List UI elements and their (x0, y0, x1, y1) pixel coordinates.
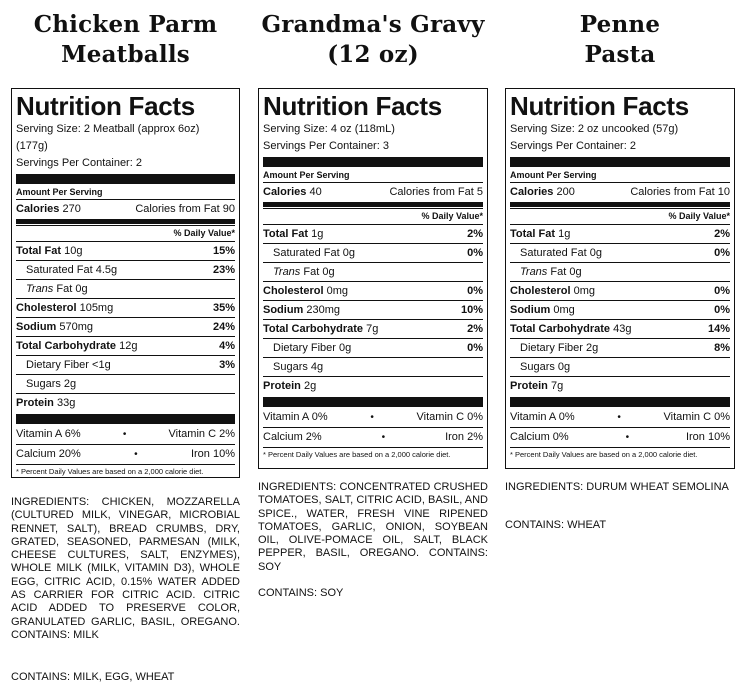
nutrient-daily-value: 23% (212, 264, 235, 276)
serving-size-continued: (177g) (16, 140, 48, 152)
allergen-contains: CONTAINS: SOY (258, 587, 344, 599)
calories-label: Calories (263, 186, 307, 198)
calories (263, 183, 322, 201)
nutrient-daily-value: 8% (714, 342, 730, 354)
nutrient-amount: 230mg (306, 304, 341, 316)
iron: Iron 2% (445, 431, 483, 443)
nutrient-row (510, 300, 730, 319)
nutrient-daily-value: 0% (467, 342, 483, 354)
nutrient-amount: 0mg (573, 285, 595, 297)
nutrient-label: Dietary Fiber (26, 359, 89, 371)
nutrient-label: Protein (16, 397, 54, 409)
vitamin-a: Vitamin A 0% (263, 411, 328, 423)
nutrient-row (510, 262, 730, 281)
nutrient-label: Total Carbohydrate (16, 340, 117, 352)
nutrient-name (273, 358, 323, 376)
serving-size-value: 2 Meatball (approx 6oz) (83, 123, 200, 135)
nutrient-name (263, 377, 316, 395)
thick-divider (510, 157, 730, 167)
product-title-line: (12 oz) (327, 41, 419, 68)
nutrient-daily-value: 10% (460, 304, 483, 316)
nutrient-name (26, 356, 111, 374)
nutrient-amount: 7g (550, 380, 564, 392)
nutrient-daily-value: 2% (467, 228, 483, 240)
nutrient-name (520, 358, 570, 376)
nutrient-label: Total Fat (16, 245, 62, 257)
nutrient-amount: Fat 0g (303, 266, 335, 278)
nutrient-row (510, 338, 730, 357)
nutrient-label: Total Fat (263, 228, 309, 240)
nutrient-name (26, 375, 76, 393)
servings-value: 3 (382, 140, 389, 152)
nutrient-name (16, 242, 82, 260)
product-title-line: Chicken Parm (33, 11, 218, 38)
nutrition-facts-heading: Nutrition Facts (263, 91, 442, 121)
calories-label: Calories (16, 203, 60, 215)
iron: Iron 10% (190, 448, 235, 460)
vitamin-row (263, 408, 483, 427)
nutrient-amount: Fat 0g (56, 283, 88, 295)
nutrient-amount: 0g (557, 361, 571, 373)
serving-size-label: Serving Size: (263, 123, 328, 135)
serving-size-value: 4 oz (118mL) (330, 123, 395, 135)
calories-fat-value: 5 (476, 186, 483, 198)
daily-value-header: % Daily Value* (263, 208, 483, 224)
nutrient-row (510, 243, 730, 262)
calories (510, 183, 575, 201)
calories-fat-label: Calories from Fat (389, 186, 474, 198)
nutrient-name (510, 282, 595, 300)
nutrient-label: Sodium (263, 304, 304, 316)
vitamin-a: Vitamin A 0% (510, 411, 575, 423)
nutrient-row (263, 376, 483, 395)
product-title-line: Meatballs (61, 41, 190, 68)
calories-value: 40 (309, 186, 322, 198)
calcium: Calcium 2% (263, 431, 322, 443)
calories-row (510, 182, 730, 201)
calories-from-fat (630, 183, 730, 201)
nutrient-row (16, 260, 235, 279)
nutrient-amount: 105mg (79, 302, 114, 314)
nutrient-amount: 1g (558, 228, 571, 240)
nutrient-label: Trans (26, 283, 54, 295)
calories-from-fat (135, 200, 235, 218)
nutrient-label: Total Carbohydrate (510, 323, 611, 335)
nutrient-name (510, 301, 575, 319)
nutrient-name (16, 394, 75, 412)
nutrient-row (16, 298, 235, 317)
nutrition-facts-label (11, 88, 240, 478)
nutrient-name (26, 261, 117, 279)
ingredients-text: INGREDIENTS: CHICKEN, MOZZARELLA (CULTURED MILK, VINEGAR, MICROBIAL RENNET, SALT), BREAD CRUMBS, DRY, GRATED, SEASONED, PARMESAN (MILK, CHEESE CULTURES, SALT, ENZYMES), WHOLE MILK (MILK, VITAMIN D3), WHOLE EGG, CITRIC ACID, 0.15% WATER ADDED AS CARRIER FOR CITRIC ACID. CITRIC ACID ADDED TO PRESERVE COLOR, GRANULATED GARLIC, BASIL, OREGANO. CONTAINS: MILK (11, 496, 240, 641)
nutrient-label: Saturated Fat (273, 247, 340, 259)
servings-per-container (16, 155, 235, 172)
nutrient-label: Cholesterol (510, 285, 571, 297)
thick-divider (16, 414, 235, 424)
bullet: • (370, 412, 374, 423)
mineral-row (510, 427, 730, 447)
nutrient-daily-value: 2% (467, 323, 483, 335)
nutrient-daily-value: 3% (219, 359, 235, 371)
product-title-line: Penne (579, 11, 661, 38)
nutrient-name (16, 318, 93, 336)
nutrient-name (510, 377, 563, 395)
nutrient-name (263, 225, 323, 243)
nutrient-amount: 2g (586, 342, 599, 354)
nutrition-facts-label (505, 88, 735, 469)
calories-label: Calories (510, 186, 554, 198)
nutrient-label: Sugars (273, 361, 308, 373)
nutrient-amount: 570mg (59, 321, 94, 333)
servings-value: 2 (135, 157, 142, 169)
nutrient-label: Saturated Fat (26, 264, 93, 276)
vitamin-row (510, 408, 730, 427)
servings-label: Servings Per Container: (16, 157, 133, 169)
nutrition-facts-heading: Nutrition Facts (510, 91, 689, 121)
nutrient-amount: 7g (366, 323, 379, 335)
calcium: Calcium 0% (510, 431, 569, 443)
nutrient-amount: 10g (64, 245, 83, 257)
calories-row (263, 182, 483, 201)
nutrient-row (263, 319, 483, 338)
calories-fat-label: Calories from Fat (135, 203, 220, 215)
nutrient-amount: 2g (63, 378, 77, 390)
amount-per-serving: Amount Per Serving (263, 170, 350, 180)
nutrient-amount: 4.5g (95, 264, 118, 276)
nutrient-name (263, 301, 340, 319)
servings-per-container (510, 138, 730, 155)
nutrient-name (520, 263, 582, 281)
mineral-row (16, 444, 235, 464)
footnote: * Percent Daily Values are based on a 2,000 calorie diet. (263, 447, 483, 462)
nutrient-name (273, 263, 335, 281)
daily-value-header: % Daily Value* (510, 208, 730, 224)
nutrient-row (263, 224, 483, 243)
mineral-row (263, 427, 483, 447)
amount-per-serving: Amount Per Serving (16, 187, 103, 197)
servings-label: Servings Per Container: (263, 140, 380, 152)
nutrient-label: Sugars (26, 378, 61, 390)
nutrient-row (510, 319, 730, 338)
nutrient-amount: 0g (339, 342, 352, 354)
nutrient-label: Dietary Fiber (520, 342, 583, 354)
nutrient-name (273, 339, 351, 357)
nutrient-name (263, 320, 378, 338)
bullet: • (122, 429, 127, 440)
nutrient-name (26, 280, 88, 298)
product-title (11, 0, 240, 78)
bullet: • (625, 432, 630, 443)
nutrient-daily-value: 0% (714, 285, 730, 297)
medium-divider (263, 202, 483, 207)
thick-divider (263, 157, 483, 167)
nutrient-label: Sugars (520, 361, 555, 373)
nutrient-name (520, 339, 598, 357)
thick-divider (263, 397, 483, 407)
daily-value-header: % Daily Value* (16, 225, 235, 241)
vitamin-c: Vitamin C 0% (663, 411, 730, 423)
nutrient-row (263, 357, 483, 376)
nutrient-daily-value: 35% (212, 302, 235, 314)
nutrient-daily-value: 0% (714, 247, 730, 259)
nutrient-name (263, 282, 348, 300)
nutrient-label: Cholesterol (16, 302, 77, 314)
nutrient-row (510, 376, 730, 395)
amount-per-serving: Amount Per Serving (510, 170, 597, 180)
nutrient-row (16, 355, 235, 374)
nutrition-facts-heading: Nutrition Facts (16, 91, 195, 121)
nutrient-row (510, 281, 730, 300)
nutrient-name (273, 244, 355, 262)
nutrient-label: Sodium (510, 304, 551, 316)
vitamin-a: Vitamin A 6% (16, 428, 81, 440)
nutrient-name (16, 299, 113, 317)
nutrient-row (263, 262, 483, 281)
nutrient-amount: <1g (92, 359, 111, 371)
medium-divider (16, 219, 235, 224)
nutrient-row (510, 224, 730, 243)
nutrient-row (16, 317, 235, 336)
calories-fat-label: Calories from Fat (630, 186, 715, 198)
nutrient-amount: 12g (119, 340, 138, 352)
iron: Iron 10% (685, 431, 730, 443)
nutrient-row (510, 357, 730, 376)
serving-size (16, 121, 235, 138)
thick-divider (16, 174, 235, 184)
nutrient-amount: 2g (303, 380, 317, 392)
nutrient-amount: 0mg (553, 304, 575, 316)
footnote: * Percent Daily Values are based on a 2,000 calorie diet. (510, 447, 730, 462)
servings-value: 2 (629, 140, 636, 152)
nutrient-name (16, 337, 137, 355)
servings-per-container (263, 138, 483, 155)
nutrient-label: Cholesterol (263, 285, 324, 297)
serving-size-label: Serving Size: (510, 123, 575, 135)
nutrient-daily-value: 14% (707, 323, 730, 335)
nutrient-row (16, 336, 235, 355)
allergen-contains: CONTAINS: MILK, EGG, WHEAT (11, 671, 175, 683)
bullet: • (617, 412, 621, 423)
nutrient-daily-value: 0% (714, 304, 730, 316)
vitamin-c: Vitamin C 0% (416, 411, 483, 423)
nutrient-daily-value: 4% (219, 340, 235, 352)
ingredients-text: INGREDIENTS: DURUM WHEAT SEMOLINA (505, 481, 729, 493)
nutrient-daily-value: 15% (212, 245, 235, 257)
calcium: Calcium 20% (16, 448, 81, 460)
nutrient-amount: 43g (613, 323, 632, 335)
nutrient-daily-value: 2% (714, 228, 730, 240)
calories-from-fat (389, 183, 483, 201)
ingredients-text: INGREDIENTS: CONCENTRATED CRUSHED TOMATOES, SALT, CITRIC ACID, BASIL, AND SPICE., WATER, FRESH VINE RIPENED TOMATOES, GARLIC, ONION, SOYBEAN OIL, OLIVE-POMACE OIL, SALT, BLACK PEPPER, BASIL, OREGANO. CONTAINS: SOY (258, 481, 488, 573)
product-title (258, 0, 488, 78)
product-title (505, 0, 735, 78)
nutrient-row (263, 338, 483, 357)
nutrient-row (16, 393, 235, 412)
nutrient-amount: 0g (342, 247, 355, 259)
nutrient-amount: 33g (56, 397, 76, 409)
nutrient-label: Trans (520, 266, 548, 278)
calories-value: 270 (62, 203, 81, 215)
allergen-contains: CONTAINS: WHEAT (505, 519, 607, 531)
nutrient-row (16, 279, 235, 298)
nutrition-facts-label (258, 88, 488, 469)
nutrient-row (16, 241, 235, 260)
bullet: • (381, 432, 386, 443)
nutrient-amount: 0mg (326, 285, 348, 297)
nutrient-row (263, 243, 483, 262)
serving-size (263, 121, 483, 138)
footnote: * Percent Daily Values are based on a 2,000 calorie diet. (16, 464, 235, 479)
product-title-line: Grandma's Gravy (261, 11, 485, 38)
vitamin-row (16, 425, 235, 444)
calories-value: 200 (556, 186, 575, 198)
vitamin-c: Vitamin C 2% (168, 428, 235, 440)
nutrient-label: Total Fat (510, 228, 556, 240)
nutrient-daily-value: 0% (467, 285, 483, 297)
nutrient-row (16, 374, 235, 393)
nutrient-label: Trans (273, 266, 301, 278)
medium-divider (510, 202, 730, 207)
calories-fat-value: 90 (222, 203, 235, 215)
serving-size-value: 2 oz uncooked (57g) (577, 123, 679, 135)
serving-size (510, 121, 730, 138)
nutrient-label: Dietary Fiber (273, 342, 336, 354)
nutrient-label: Protein (510, 380, 548, 392)
calories-fat-value: 10 (717, 186, 730, 198)
serving-size-label: Serving Size: (16, 123, 81, 135)
nutrient-label: Sodium (16, 321, 57, 333)
nutrient-daily-value: 24% (212, 321, 235, 333)
nutrient-amount: Fat 0g (550, 266, 582, 278)
nutrient-row (263, 281, 483, 300)
nutrient-amount: 0g (589, 247, 602, 259)
calories-row (16, 199, 235, 218)
nutrient-label: Saturated Fat (520, 247, 587, 259)
calories (16, 200, 81, 218)
nutrient-daily-value: 0% (467, 247, 483, 259)
nutrient-name (510, 320, 631, 338)
nutrient-amount: 4g (310, 361, 324, 373)
nutrient-row (263, 300, 483, 319)
bullet: • (134, 449, 138, 460)
nutrient-name (520, 244, 602, 262)
servings-label: Servings Per Container: (510, 140, 627, 152)
product-title-line: Pasta (584, 41, 656, 68)
nutrient-label: Total Carbohydrate (263, 323, 364, 335)
nutrient-label: Protein (263, 380, 301, 392)
nutrient-amount: 1g (311, 228, 324, 240)
thick-divider (510, 397, 730, 407)
nutrient-name (510, 225, 570, 243)
